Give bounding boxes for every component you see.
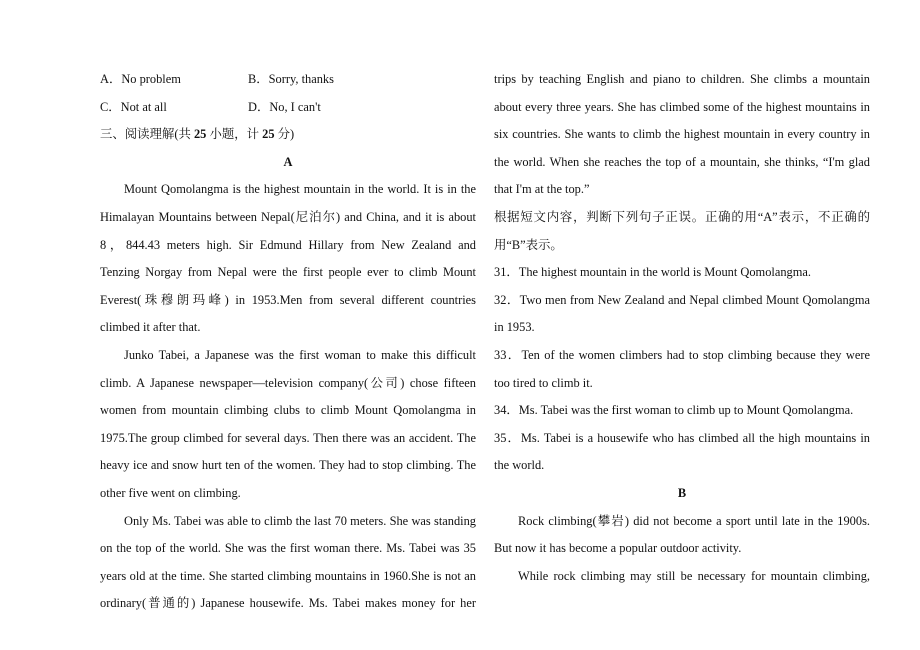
- passage-b-paragraph-2: While rock climbing may still be necessary for mountain climbing,: [518, 568, 870, 583]
- passage-a-paragraph-1: Mount Qomolangma is the highest mountain in the world. It is in the Himalayan Mountains between Nepal(尼泊尔) and China, and it is about 8，844.43 meters high. Sir Edmund Hillary from New Zealand and Tenzing Norgay from Nepal were the first people ever to climb Mount Everest(珠穆朗玛峰) in 1953.Men from several different countries climbed it after that.: [100, 182, 476, 335]
- question-32: 32．Two men from New Zealand and Nepal climbed Mount Qomolangma in 1953.: [494, 292, 870, 335]
- passage-a-title: A: [283, 154, 293, 169]
- section-heading: 三、阅读理解(共 25 小题，计 25 分): [100, 127, 295, 142]
- right-column: [494, 66, 870, 590]
- passage-a-paragraph-2: Junko Tabei, a Japanese was the first woman to make this difficult climb. A Japanese newspaper—television company(公司) chose fifteen women from mountain climbing clubs to climb Mount Qomolangma in 1975.The group climbed for several days. Then there was an accident. The heavy ice and snow hurt ten of the women. They had to stop climbing. The other five went on climbing.: [100, 347, 476, 500]
- left-column: [100, 66, 476, 618]
- question-instruction: 根据短文内容，判断下列句子正误。正确的用“A”表示，不正确的用“B”表示。: [494, 209, 870, 252]
- passage-b-paragraph-1: Rock climbing(攀岩) did not become a sport until late in the 1900s. But now it has become a popular outdoor activity.: [494, 513, 870, 556]
- option-c: C．Not at all: [100, 99, 167, 114]
- question-35: 35．Ms. Tabei is a housewife who has climbed all the high mountains in the world.: [494, 430, 871, 473]
- passage-a-paragraph-3-continued: trips by teaching English and piano to children. She climbs a mountain about every three years. She has climbed some of the highest mountains in six countries. She wants to climb the highest mountain in every country in the world. When she reaches the top of a mountain, she thinks, “I'm glad that I'm at the top.”: [494, 72, 870, 197]
- option-b: B．Sorry, thanks: [248, 72, 334, 86]
- passage-b-title: B: [677, 485, 687, 500]
- option-d: D．No, I can't: [248, 99, 321, 114]
- question-33: 33．Ten of the women climbers had to stop climbing because they were too tired to climb it.: [494, 347, 870, 390]
- question-34: 34．Ms. Tabei was the first woman to climb up to Mount Qomolangma.: [494, 403, 854, 418]
- options-row-1: [100, 66, 476, 94]
- passage-a-paragraph-3: Only Ms. Tabei was able to climb the last 70 meters. She was standing on the top of the world. She was the first woman there. Ms. Tabei was 35 years old at the time. She started climbing mountains in 1960.She is not an ordinary(普通的) Japanese housewife. Ms. Tabei makes money for her: [100, 513, 476, 611]
- options-row-2: [100, 94, 476, 122]
- question-31: 31．The highest mountain in the world is Mount Qomolangma.: [494, 265, 811, 280]
- option-a: A．No problem: [100, 72, 181, 86]
